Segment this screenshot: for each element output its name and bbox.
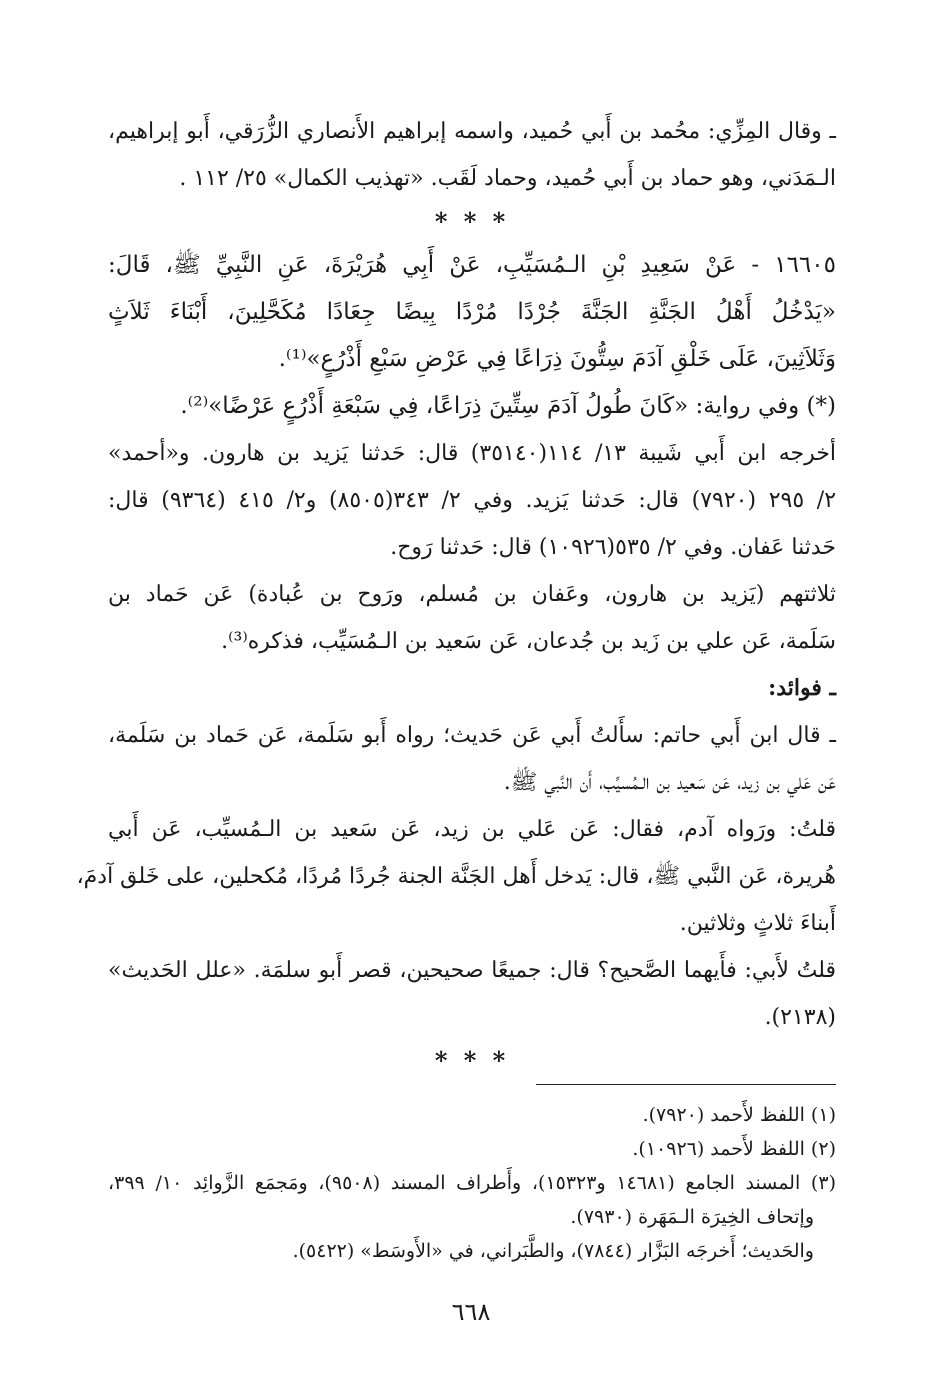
footnote-continuation: والحَديث؛ أَخرجَه البَزَّار (٧٨٤٤)، والطَّبَراني، في «الأَوسَط» (٥٤٢٢). xyxy=(292,1240,814,1262)
text-line: ـ وقال المِزِّي: محُمد بن أَبي حُميد، واسمه إبراهيم الأَنصاري الزُّرَقي، أَبو إبراهيم، xyxy=(108,119,836,144)
text-line: حَدثنا عَفان. وفي ٢/ ٥٣٥(١٠٩٢٦) قال: حَدثنا رَوح. xyxy=(390,535,836,560)
hadith-text xyxy=(108,242,836,430)
fawaid-paragraph xyxy=(108,712,836,806)
text-line: عَن عَلي بن زيد، عَن سَعيد بن الـمُسيِّب، أَن النَّبي ﷺ. xyxy=(503,770,836,795)
comment-paragraph xyxy=(76,806,836,947)
section-separator: * * * xyxy=(434,1046,510,1075)
hadith-variant-line: (*) وفي رواية: «كَانَ طُولُ آدَمَ سِتِّينَ ذِرَاعًا، فِي سَبْعَةِ أَذْرُعٍ عَرْضًا»⁽²⁾. xyxy=(180,393,836,419)
takhrij-paragraph xyxy=(108,430,836,571)
text-line: هُريرة، عَن النَّبي ﷺ، قال: يَدخل أَهل الجَنَّة الجنة جُردًا مُردًا، مُكحلين، على خَلق آدمَ، xyxy=(76,864,836,889)
footnote-continuation: وإتحاف الخِيرَة الـمَهَرة (٧٩٣٠). xyxy=(570,1206,814,1228)
text-line: الـمَدَني، وهو حماد بن أَبي حُميد، وحماد لَقَب. «تهذيب الكمال» ٢٥/ ١١٢ . xyxy=(179,166,836,191)
footnote: (٢) اللفظ لأَحمد (١٠٩٢٦). xyxy=(632,1138,836,1160)
intro-paragraph xyxy=(108,108,836,202)
section-separator: * * * xyxy=(434,207,510,236)
chain-paragraph xyxy=(108,571,836,665)
comment-paragraph xyxy=(108,947,836,1041)
hadith-line: وَثَلاَثِينَ، عَلَى خَلْقِ آدَمَ سِتُّونَ ذِرَاعًا فِي عَرْضِ سَبْعِ أَذْرُعٍ»⁽¹⁾. xyxy=(278,346,836,372)
footnote: (٣) المسند الجامع (١٤٦٨١ و١٥٣٢٣)، وأَطراف المسند (٩٥٠٨)، ومَجمَع الزَّوائِد ١٠/ ٣٩٩، xyxy=(108,1172,836,1194)
text-line: أخرجه ابن أَبي شَيبة ١٣/ ١١٤(٣٥١٤٠) قال: حَدثنا يَزيد بن هارون. و«أحمد» xyxy=(108,441,836,466)
text-line: (٢١٣٨). xyxy=(764,1005,836,1030)
hadith-line: ١٦٦٠٥ - عَنْ سَعِيدِ بْنِ الـمُسَيِّبِ، عَنْ أَبِي هُرَيْرَةَ، عَنِ النَّبِيِّ ﷺ، قَالَ: xyxy=(108,252,836,278)
hadith-line: «يَدْخُلُ أَهْلُ الجَنَّةِ الجَنَّةَ جُرْدًا مُرْدًا بِيضًا جِعَادًا مُكَحَّلِينَ، أَبْنَاءَ ثَلاَثٍ xyxy=(108,299,836,325)
footnotes xyxy=(108,1098,836,1268)
fawaid-heading: ـ فوائد: xyxy=(768,675,836,701)
text-line: أَبناءَ ثلاثٍ وثلاثين. xyxy=(679,911,836,936)
footnote: (١) اللفظ لأَحمد (٧٩٢٠). xyxy=(642,1104,836,1126)
page-number: ٦٦٨ xyxy=(451,1298,491,1326)
text-line: ـ قال ابن أَبي حاتم: سأَلتُ أَبي عَن حَديث؛ رواه أَبو سَلَمة، عَن حَماد بن سَلَمة، xyxy=(108,723,836,748)
text-line: ٢/ ٢٩٥ (٧٩٢٠) قال: حَدثنا يَزيد. وفي ٢/ ٣٤٣(٨٥٠٥) و٢/ ٤١٥ (٩٣٦٤) قال: xyxy=(108,488,837,513)
footnote-divider xyxy=(536,1084,836,1085)
text-line: ثلاثتهم (يَزيد بن هارون، وعَفان بن مُسلم، ورَوح بن عُبادة) عَن حَماد بن xyxy=(108,582,836,607)
text-line: سَلَمة، عَن علي بن زَيد بن جُدعان، عَن سَعيد بن الـمُسَيِّب، فذكره⁽³⁾. xyxy=(221,629,836,654)
text-line: قلتُ: ورَواه آدم، فقال: عَن عَلي بن زيد، عَن سَعيد بن الـمُسيِّب، عَن أَبي xyxy=(108,817,836,842)
text-line: قلتُ لأَبي: فأَيهما الصَّحيح؟ قال: جميعًا صحيحين، قصر أَبو سلمَة. «علل الحَديث» xyxy=(108,958,836,983)
